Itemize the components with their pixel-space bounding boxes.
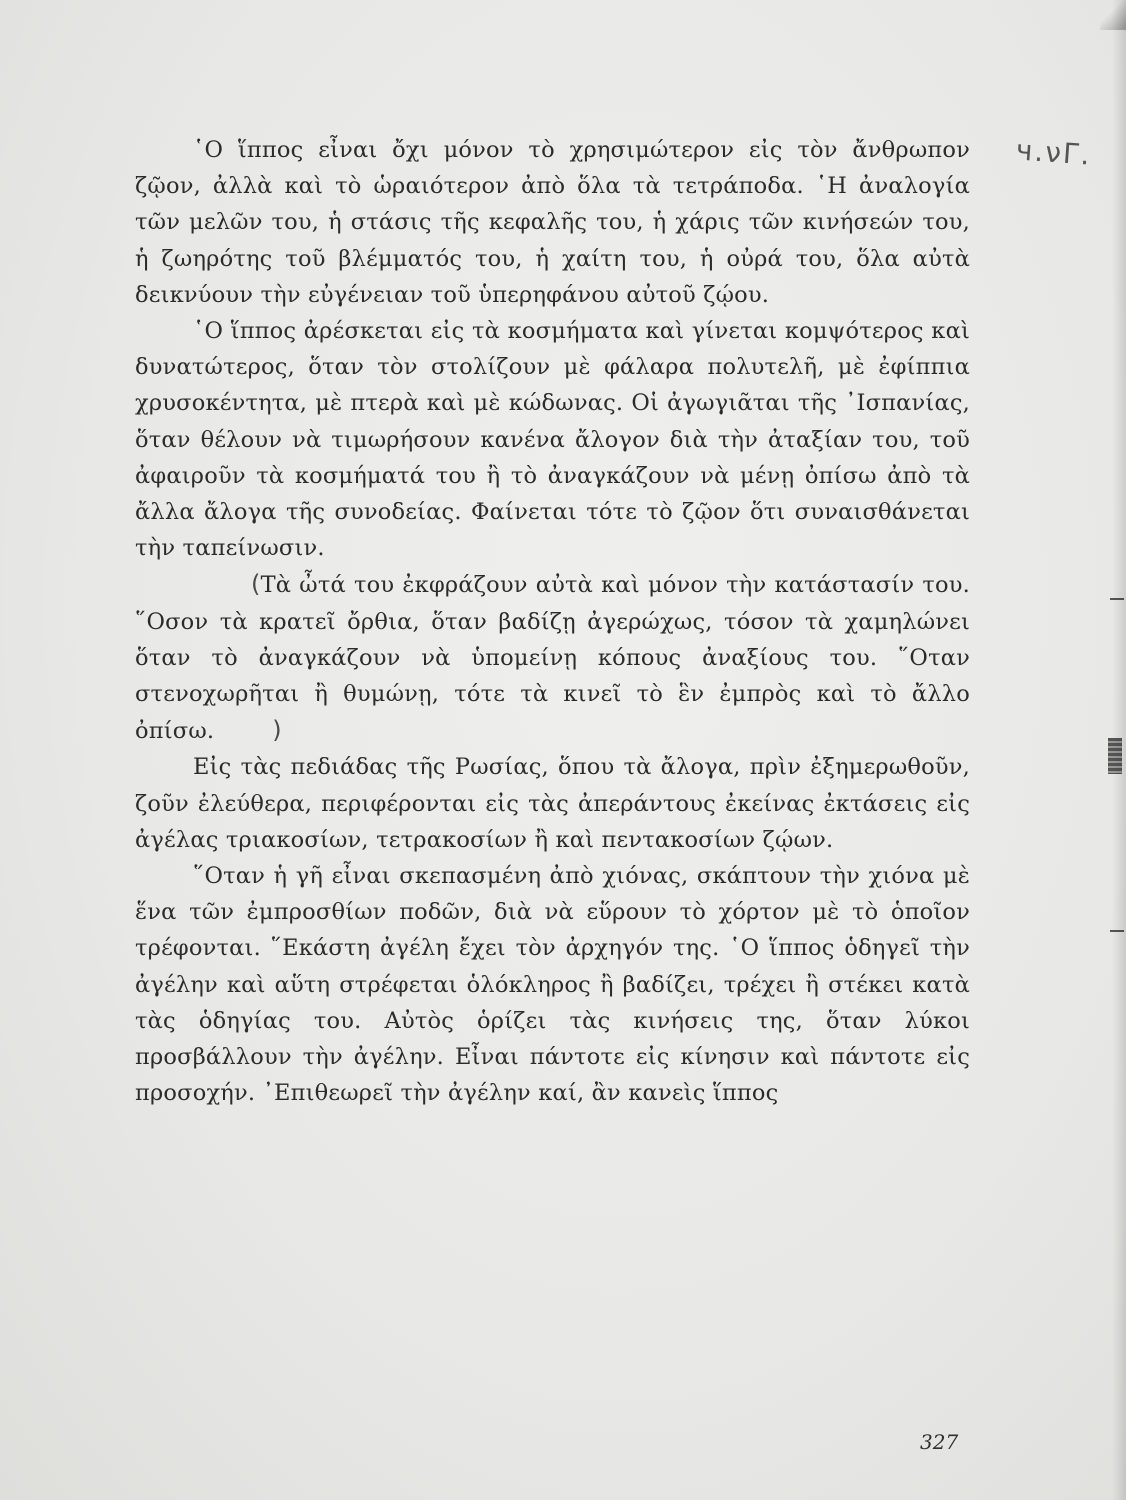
body-text: [135, 132, 970, 1111]
paragraph-5: ῞Οταν ἡ γῆ εἶναι σκεπασμένη ἀπὸ χιόνας, σκάπτουν τὴν χιόνα μὲ ἕνα τῶν ἐμπροσθίων ποδῶν, διὰ νὰ εὕρουν τὸ χόρτον μὲ τὸ ὁποῖον τρέφονται. ῞Εκάστη ἀγέλη ἔχει τὸν ἀρχηγόν της. ῾Ο ἵππος ὁδηγεῖ τὴν ἀγέλην καὶ αὕτη στρέφεται ὁλόκληρος ἢ βαδίζει, τρέχει ἢ στέκει κατὰ τὰς ὁδηγίας του. Αὐτὸς ὁρίζει τὰς κινήσεις της, ὅταν λύκοι προσβάλλουν τὴν ἀγέλην. Εἶναι πάντοτε εἰς κίνησιν καὶ πάντοτε εἰς προσοχήν. ᾿Επιθεωρεῖ τὴν ἀγέλην καί, ἂν κανεὶς ἵππος: [135, 863, 970, 1107]
edge-tick-mark: [1110, 930, 1124, 932]
paragraph-1: ῾Ο ἵππος εἶναι ὄχι μόνον τὸ χρησιμώτερον εἰς τὸν ἄνθρωπον ζῷον, ἀλλὰ καὶ τὸ ὡραιότερον ἀπὸ ὅλα τὰ τετράποδα. ῾Η ἀναλογία τῶν μελῶν του, ἡ στάσις τῆς κεφαλῆς του, ἡ χάρις τῶν κινήσεών του, ἡ ζωηρότης τοῦ βλέμματός του, ἡ χαίτη του, ἡ οὐρά του, ὅλα αὐτὰ δεικνύουν τὴν εὐγένειαν τοῦ ὑπερηφάνου αὐτοῦ ζῴου.: [135, 137, 970, 308]
paragraph-2: ῾Ο ἵππος ἀρέσκεται εἰς τὰ κοσμήματα καὶ γίνεται κομψότερος καὶ δυνατώτερος, ὅταν τὸν στολίζουν μὲ φάλαρα πολυτελῆ, μὲ ἐφίππια χρυσοκέντητα, μὲ πτερὰ καὶ μὲ κώδωνας. Οἱ ἀγωγιᾶται τῆς ᾿Ισπανίας, ὅταν θέλουν νὰ τιμωρήσουν κανένα ἄλογον διὰ τὴν ἀταξίαν του, τοῦ ἀφαιροῦν τὰ κοσμήματά του ἢ τὸ ἀναγκάζουν νὰ μένῃ ὀπίσω ἀπὸ τὰ ἄλλα ἄλογα τῆς συνοδείας. Φαίνεται τότε τὸ ζῷον ὅτι συναισθάνεται τὴν ταπείνωσιν.: [135, 318, 970, 562]
handwritten-margin-note: ч.νΓ.: [1014, 133, 1093, 172]
paragraph-4: Εἰς τὰς πεδιάδας τῆς Ρωσίας, ὅπου τὰ ἄλογα, πρὶν ἐξημερωθοῦν, ζοῦν ἐλεύθερα, περιφέρονται εἰς τὰς ἀπεράντους ἐκείνας ἐκτάσεις εἰς ἀγέλας τριακοσίων, τετρακοσίων ἢ καὶ πεντακοσίων ζῴων.: [135, 754, 970, 853]
page-corner-shadow: [1100, 0, 1126, 30]
handwritten-open-mark: (: [251, 570, 261, 599]
paragraph-3: [135, 566, 970, 749]
page-number: 327: [920, 1430, 959, 1454]
paragraph-3-text: Τὰ ὦτά του ἐκφράζουν αὐτὰ καὶ μόνον τὴν κατάστασίν του. ῞Οσον τὰ κρατεῖ ὄρθια, ὅταν βαδίζῃ ἀγερώχως, τόσον τὰ χαμηλώνει ὅταν τὸ ἀναγκάζουν νὰ ὑπομείνῃ κόπους ἀναξίους του. ῞Οταν στενοχωρῆται ἢ θυμώνῃ, τότε τὰ κινεῖ τὸ ἓν ἐμπρὸς καὶ τὸ ἄλλο ὀπίσω.: [135, 572, 970, 745]
edge-scan-mark: [1108, 738, 1122, 774]
edge-tick-mark: [1110, 598, 1124, 600]
handwritten-close-mark: ): [272, 716, 282, 745]
